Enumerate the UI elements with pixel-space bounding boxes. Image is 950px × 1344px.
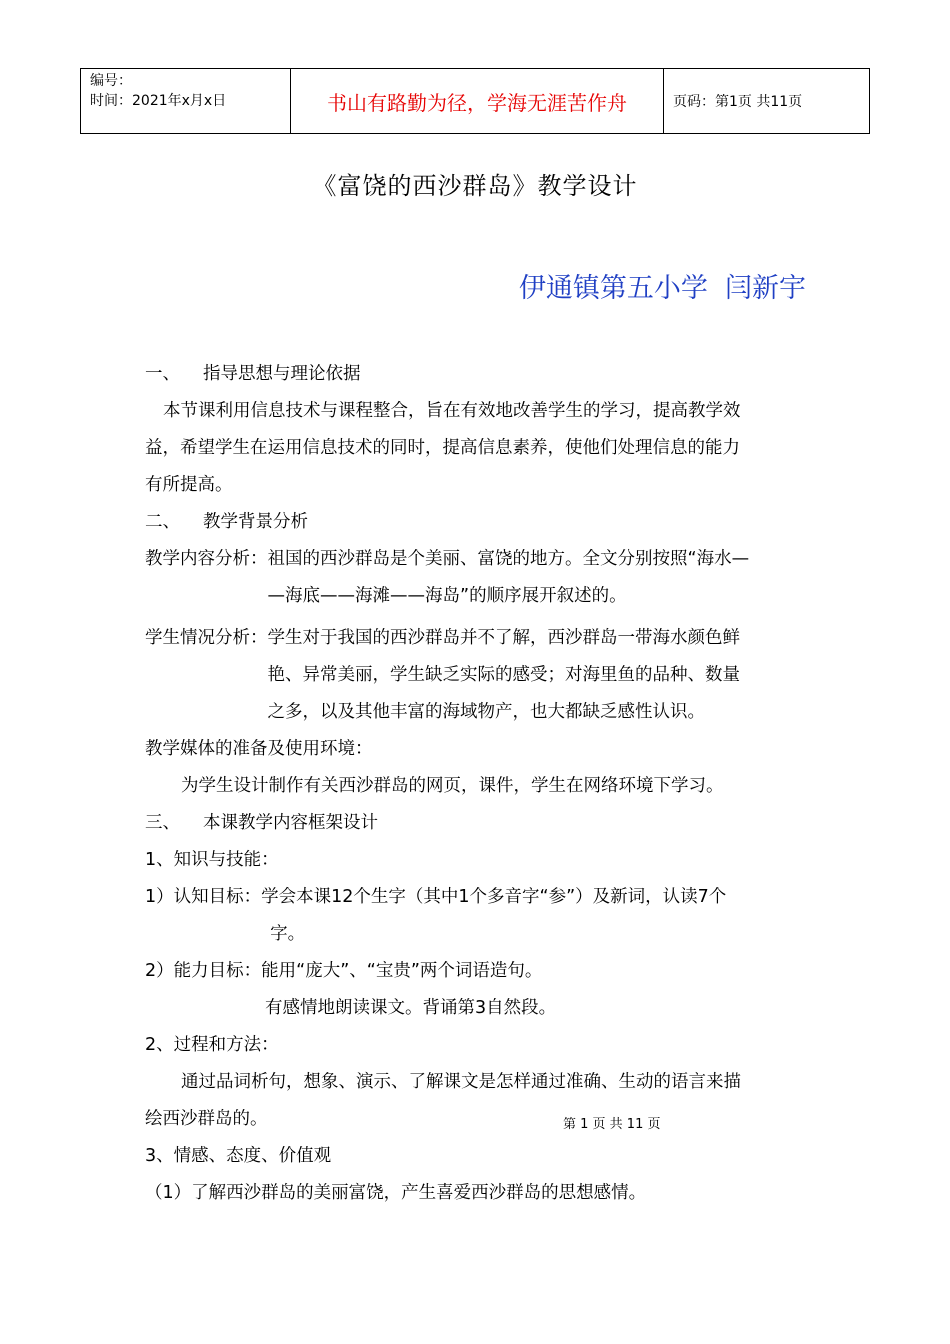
ability-goal-label: 2）能力目标： xyxy=(145,961,262,981)
paragraph-line: 能用“庞大”、“宝贵”两个词语造句。 xyxy=(261,961,543,981)
header-page-label: 页码：第1页 共11页 xyxy=(664,69,870,134)
header-motto: 书山有路勤为径，学海无涯苦作舟 xyxy=(291,69,664,134)
paragraph-line: 学会本课12个生字（其中1个多音字“参”）及新词，认读7个 xyxy=(261,887,727,907)
page-footer: 第 1 页 共 11 页 xyxy=(563,1117,661,1132)
content-analysis-label: 教学内容分析： xyxy=(145,549,268,569)
document-body xyxy=(145,356,810,1212)
section-number: 二、 xyxy=(145,512,180,532)
section-title: 教学背景分析 xyxy=(203,512,308,532)
paragraph-line: —海底——海滩——海岛”的顺序展开叙述的。 xyxy=(267,586,627,606)
paragraph-line: 祖国的西沙群岛是个美丽、富饶的地方。全文分别按照“海水— xyxy=(267,549,750,569)
paragraph-line: 通过品词析句，想象、演示、了解课文是怎样通过准确、生动的语言来描 xyxy=(181,1072,741,1092)
paragraph-line: 本节课利用信息技术与课程整合，旨在有效地改善学生的学习，提高教学效 xyxy=(163,401,741,421)
header-meta xyxy=(81,69,291,134)
paragraph-line: 绘西沙群岛的。 xyxy=(145,1109,268,1129)
author-line: 伊通镇第五小学 闫新宇 xyxy=(518,273,806,304)
paragraph-line: 益，希望学生在运用信息技术的同时，提高信息素养，使他们处理信息的能力 xyxy=(145,438,740,458)
paragraph-line: 有感情地朗读课文。背诵第3自然段。 xyxy=(265,998,557,1018)
media-text: 为学生设计制作有关西沙群岛的网页，课件，学生在网络环境下学习。 xyxy=(181,776,724,796)
number-label: 编号： xyxy=(90,73,132,89)
content-analysis xyxy=(145,541,810,615)
paragraph-line: 字。 xyxy=(270,924,306,944)
cognitive-goal xyxy=(145,879,810,953)
student-analysis-label: 学生情况分析： xyxy=(145,628,268,648)
student-analysis xyxy=(145,620,810,731)
section-number: 一、 xyxy=(145,364,180,384)
time-label: 时间：2021年x月x日 xyxy=(90,93,227,109)
section-heading xyxy=(145,805,810,842)
subsection-heading: 3、情感、态度、价值观 xyxy=(145,1146,332,1166)
section-number: 三、 xyxy=(145,813,180,833)
section-heading xyxy=(145,504,810,541)
paragraph-line: （1）了解西沙群岛的美丽富饶，产生喜爱西沙群岛的思想感情。 xyxy=(145,1183,647,1203)
cognitive-goal-label: 1）认知目标： xyxy=(145,887,262,907)
paragraph-line: 之多，以及其他丰富的海域物产，也大都缺乏感性认识。 xyxy=(267,702,705,722)
subsection-heading: 2、过程和方法： xyxy=(145,1035,279,1055)
ability-goal xyxy=(145,953,810,990)
document-title: 《富饶的西沙群岛》教学设计 xyxy=(312,172,638,200)
section-title: 本课教学内容框架设计 xyxy=(203,813,378,833)
section-heading xyxy=(145,356,810,393)
paragraph-line: 艳、异常美丽，学生缺乏实际的感受；对海里鱼的品种、数量 xyxy=(267,665,740,685)
section-title: 指导思想与理论依据 xyxy=(203,364,361,384)
paragraph-line: 有所提高。 xyxy=(145,475,233,495)
paragraph-line: 学生对于我国的西沙群岛并不了解，西沙群岛一带海水颜色鲜 xyxy=(267,628,740,648)
subsection-heading: 1、知识与技能： xyxy=(145,850,279,870)
document-header xyxy=(80,68,870,134)
media-label: 教学媒体的准备及使用环境： xyxy=(145,739,373,759)
